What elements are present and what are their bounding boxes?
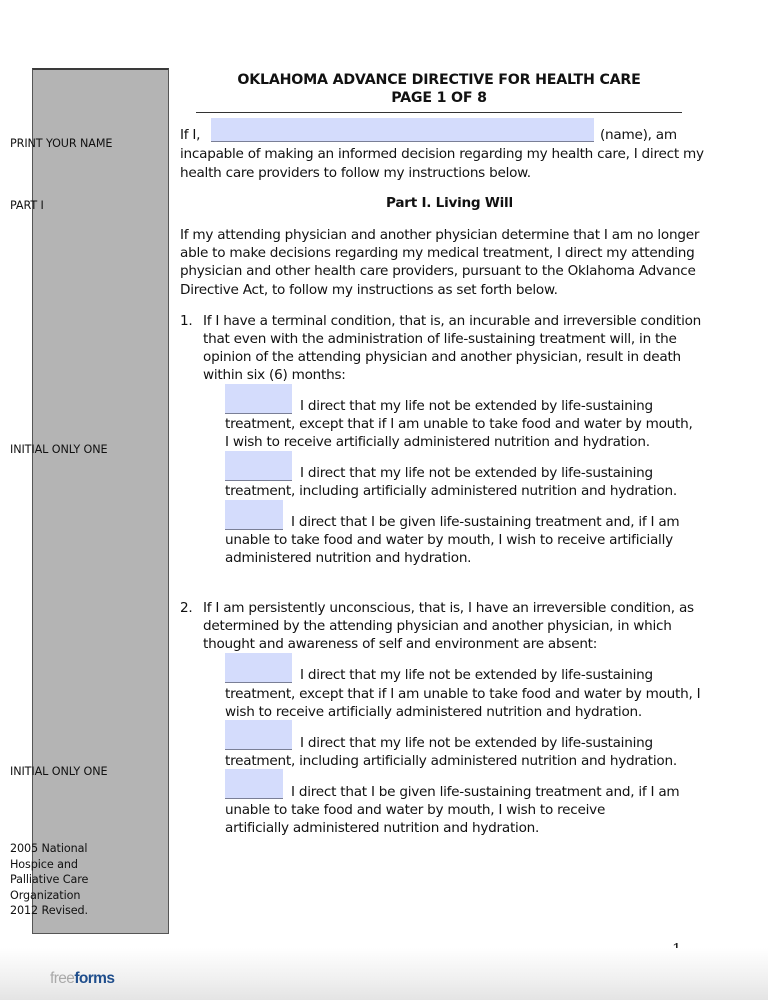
document-title — [196, 71, 682, 107]
name-input[interactable] — [211, 118, 594, 142]
credit-line: Hospice and — [10, 857, 78, 871]
item-line: determined by the attending physician and another physician, in which — [203, 618, 672, 634]
sidebar-label-print-your-name: PRINT YOUR NAME — [10, 137, 113, 150]
option-text: administered nutrition and hydration. — [225, 550, 472, 566]
page-indicator: PAGE 1 OF 8 — [391, 90, 487, 106]
option-text: unable to take food and water by mouth, I wish to receive — [225, 802, 606, 818]
option-text: wish to receive artificially administered nutrition and hydration. — [225, 704, 642, 720]
paragraph-line: able to make decisions regarding my medical treatment, I direct my attending — [180, 245, 695, 261]
intro-prefix: If I, — [180, 127, 201, 143]
item-line: within six (6) months: — [203, 367, 346, 383]
paragraph-line: If my attending physician and another physician determine that I am no longer — [180, 227, 700, 243]
option-text: I direct that my life not be extended by life-sustaining — [300, 465, 653, 481]
logo-forms: forms — [74, 970, 115, 987]
item-line: If I am persistently unconscious, that is, I have an irreversible condition, as — [203, 600, 694, 616]
initial-input[interactable] — [225, 384, 292, 414]
sidebar-label-initial-only-one: INITIAL ONLY ONE — [10, 443, 108, 456]
item-line: opinion of the attending physician and another physician, result in death — [203, 349, 681, 365]
title-line: OKLAHOMA ADVANCE DIRECTIVE FOR HEALTH CARE — [237, 72, 641, 88]
title-divider — [196, 112, 682, 113]
option-text: I direct that my life not be extended by life-sustaining — [300, 398, 653, 414]
paragraph-line: physician and other health care providers, pursuant to the Oklahoma Advance — [180, 263, 696, 279]
intro-line: incapable of making an informed decision regarding my health care, I direct my — [180, 146, 704, 162]
intro-suffix: (name), am — [600, 127, 677, 143]
sidebar-credit — [10, 841, 88, 919]
logo-free: free — [50, 970, 75, 987]
option-text: I direct that my life not be extended by life-sustaining — [300, 735, 653, 751]
freeforms-logo[interactable] — [50, 970, 114, 988]
credit-line: Palliative Care — [10, 873, 89, 886]
initial-input[interactable] — [225, 500, 283, 530]
initial-input[interactable] — [225, 769, 283, 799]
option-text: artificially administered nutrition and hydration. — [225, 820, 540, 836]
paragraph-line: Directive Act, to follow my instructions as set forth below. — [180, 282, 558, 298]
item-line: that even with the administration of life-sustaining treatment will, in the — [203, 331, 677, 347]
part-i-heading: Part I. Living Will — [386, 195, 513, 211]
option-text: unable to take food and water by mouth, I wish to receive artificially — [225, 532, 673, 548]
sidebar-margin — [32, 68, 169, 934]
option-text: treatment, including artificially administered nutrition and hydration. — [225, 483, 677, 499]
initial-input[interactable] — [225, 451, 292, 481]
item-line: thought and awareness of self and environment are absent: — [203, 636, 598, 652]
credit-line: 2005 National — [10, 842, 88, 855]
sidebar-label-part-i: PART I — [10, 199, 44, 212]
credit-line: Organization — [10, 888, 81, 902]
option-text: treatment, except that if I am unable to take food and water by mouth, — [225, 416, 693, 432]
item-number: 1. — [180, 313, 193, 329]
item-line: If I have a terminal condition, that is, an incurable and irreversible condition — [203, 313, 702, 329]
option-text: I direct that I be given life-sustaining treatment and, if I am — [291, 514, 680, 530]
option-text: I wish to receive artificially administered nutrition and hydration. — [225, 434, 650, 450]
initial-input[interactable] — [225, 653, 292, 683]
option-text: I direct that I be given life-sustaining treatment and, if I am — [291, 784, 680, 800]
initial-input[interactable] — [225, 720, 292, 750]
sidebar-label-initial-only-one: INITIAL ONLY ONE — [10, 765, 108, 778]
option-text: I direct that my life not be extended by life-sustaining — [300, 667, 653, 683]
credit-line: 2012 Revised. — [10, 904, 88, 917]
intro-line: health care providers to follow my instructions below. — [180, 165, 531, 181]
option-text: treatment, except that if I am unable to take food and water by mouth, I — [225, 686, 701, 702]
footer-bar — [0, 948, 768, 1000]
item-number: 2. — [180, 600, 193, 616]
option-text: treatment, including artificially administered nutrition and hydration. — [225, 753, 677, 769]
